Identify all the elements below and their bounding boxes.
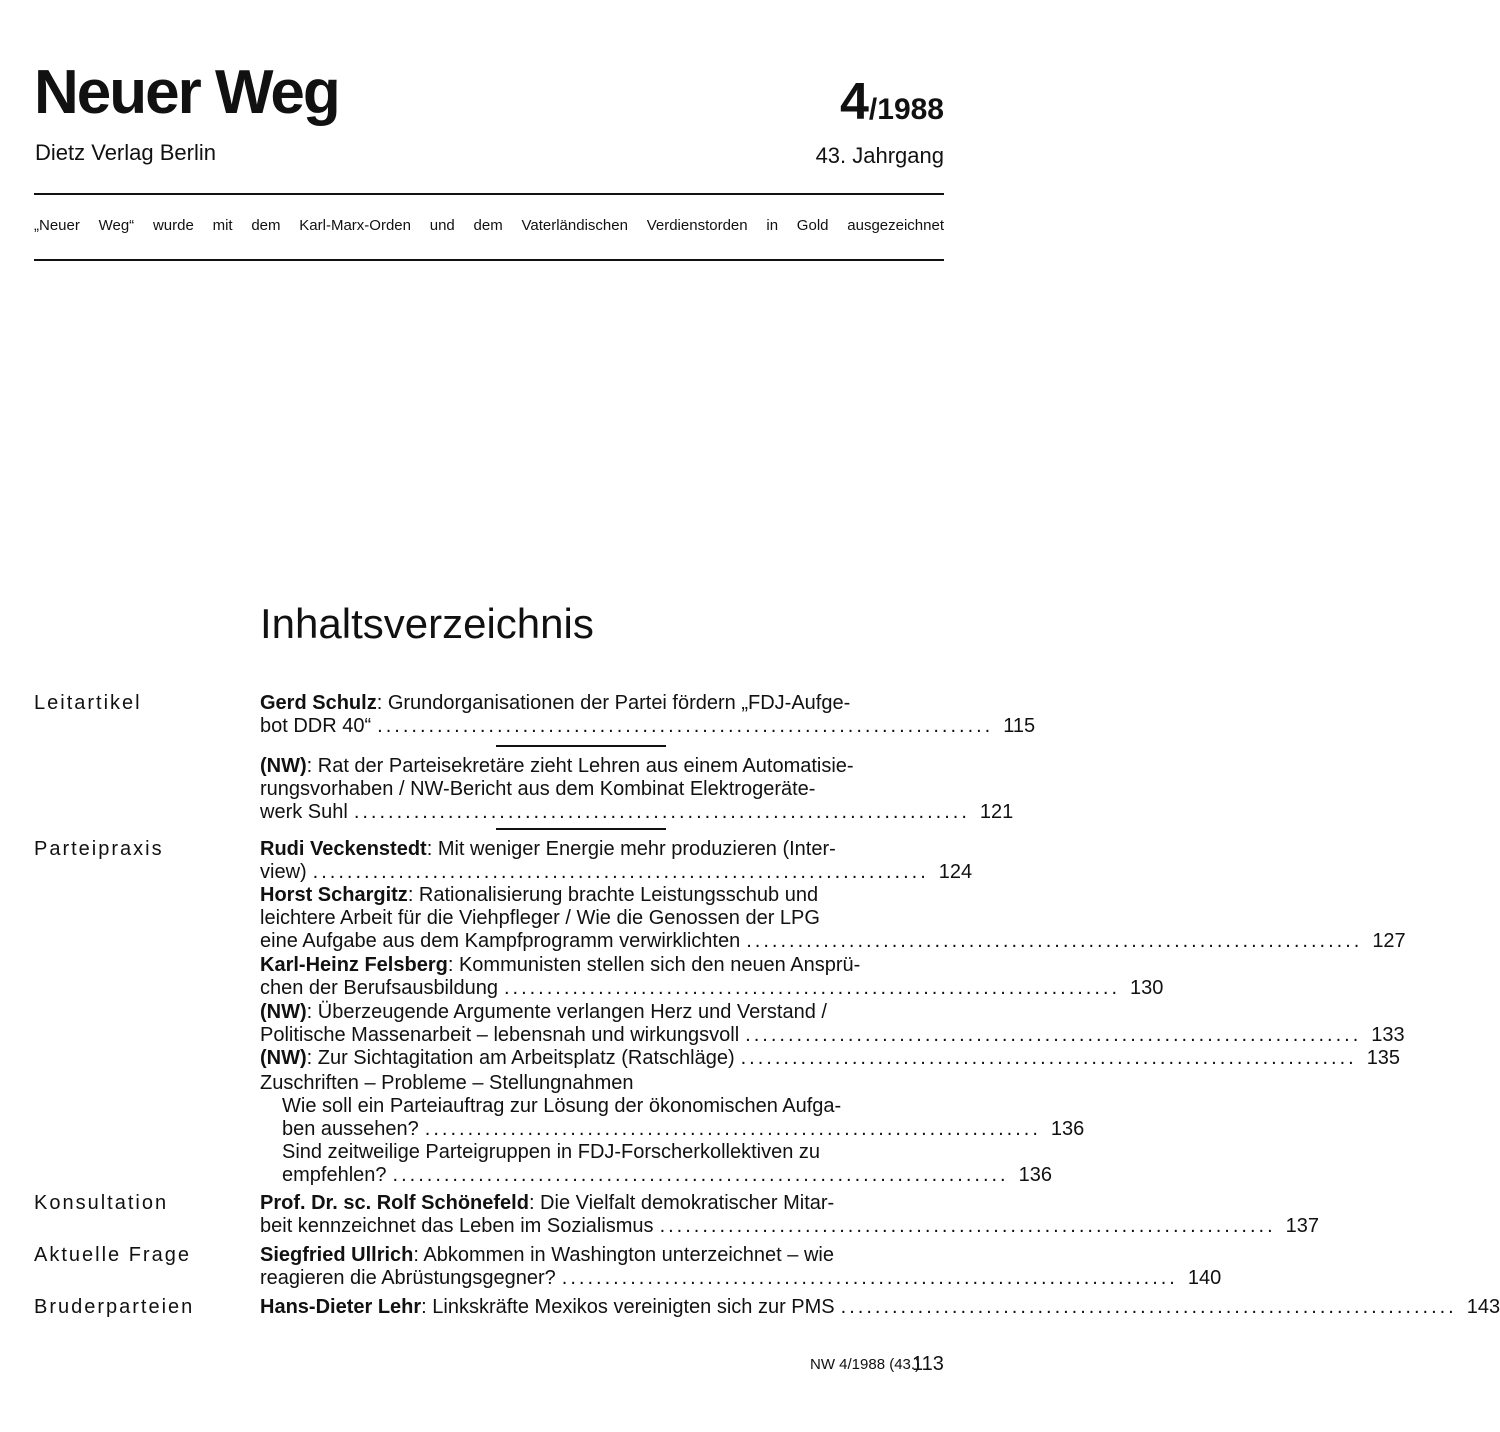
page-ref: 137 — [1285, 1215, 1320, 1237]
volume: 43. Jahrgang — [815, 143, 944, 168]
toc-entry[interactable]: (NW) : Zur Sichtagitation am Arbeitsplatz (Ratschläge) ........................................................................ 135 — [260, 1047, 1401, 1069]
issue-number: 4 — [840, 73, 869, 131]
toc-entry[interactable]: Rudi Veckenstedt : Mit weniger Energie mehr produzieren (Inter- view) ........................................................................ 124 — [260, 838, 973, 883]
page-ref: 115 — [1003, 715, 1036, 737]
page-ref: 136 — [1018, 1164, 1052, 1186]
page-ref: 140 — [1187, 1267, 1222, 1289]
toc-entry[interactable]: Prof. Dr. sc. Rolf Schönefeld : Die Vielfalt demokratischer Mitar- beit kennzeichnet das Leben im Sozialismus ........................................................................ 137 — [260, 1192, 1320, 1237]
publisher: Dietz Verlag Berlin — [35, 140, 216, 165]
section-parteipraxis: Parteipraxis — [34, 838, 164, 860]
page-ref: 143 — [1466, 1296, 1500, 1318]
toc-entry[interactable]: Gerd Schulz : Grundorganisationen der Partei fördern „FDJ-Aufge- bot DDR 40“ ........................................................................ 115 — [260, 692, 1036, 737]
entry-separator — [496, 828, 666, 830]
toc-entry[interactable]: Siegfried Ullrich : Abkommen in Washington unterzeichnet – wie reagieren die Abrüstungsgegner? ........................................................................ 140 — [260, 1244, 1222, 1289]
section-aktuelle-frage: Aktuelle Frage — [34, 1244, 191, 1266]
page-ref: 135 — [1366, 1047, 1401, 1069]
toc-subheading: Zuschriften – Probleme – Stellungnahmen — [260, 1072, 634, 1094]
page-ref: 127 — [1372, 930, 1406, 952]
toc-entry[interactable]: Horst Schargitz : Rationalisierung brachte Leistungsschub und leichtere Arbeit für die Viehpfleger / Wie die Genossen der LPG eine Aufgabe aus dem Kampfprogramm verwirklichten ........................................................................ 127 — [260, 884, 1406, 952]
page-ref: 130 — [1130, 977, 1164, 999]
page-ref: 121 — [979, 801, 1014, 823]
section-bruderparteien: Bruderparteien — [34, 1296, 195, 1318]
entry-separator — [496, 745, 666, 747]
footer-reference: NW 4/1988 (43.) — [810, 1356, 921, 1373]
magazine-title: Neuer Weg — [34, 58, 339, 127]
toc-entry[interactable]: Hans-Dieter Lehr : Linkskräfte Mexikos vereinigten sich zur PMS ........................................................................ 143 — [260, 1296, 1500, 1318]
toc-entry[interactable]: (NW) : Überzeugende Argumente verlangen Herz und Verstand / Politische Massenarbeit – lebensnah und wirkungsvoll ........................................................................ 133 — [260, 1001, 1405, 1046]
toc-title: Inhaltsverzeichnis — [260, 600, 594, 647]
toc-entry[interactable]: Sind zeitweilige Parteigruppen in FDJ-Forscherkollektiven zu empfehlen? ........................................................................ 136 — [282, 1141, 1052, 1186]
page-ref: 124 — [938, 861, 973, 883]
issue-label — [840, 73, 944, 131]
toc-entry[interactable]: Karl-Heinz Felsberg : Kommunisten stellen sich den neuen Ansprü- chen der Berufsausbildung ........................................................................ 130 — [260, 954, 1164, 999]
section-leitartikel: Leitartikel — [34, 692, 142, 714]
award-text: „Neuer Weg“ wurde mit dem Karl-Marx-Orden und dem Vaterländischen Verdienstorden in Gold ausgezeichnet — [34, 217, 944, 234]
page-ref: 133 — [1371, 1024, 1405, 1046]
toc-entry[interactable]: Wie soll ein Parteiauftrag zur Lösung der ökonomischen Aufga- ben aussehen? ........................................................................ 136 — [282, 1095, 1085, 1140]
footer-page-number: 113 — [912, 1353, 944, 1375]
header-rule-top — [34, 193, 944, 195]
section-konsultation: Konsultation — [34, 1192, 169, 1214]
toc-entry[interactable]: (NW) : Rat der Parteisekretäre zieht Lehren aus einem Automatisie- rungsvorhaben / NW-Bericht aus dem Kombinat Elektrogeräte- werk Suhl ........................................................................ 121 — [260, 755, 1014, 823]
issue-year: /1988 — [868, 93, 944, 126]
header-rule-bottom — [34, 259, 944, 261]
page-ref: 136 — [1050, 1118, 1085, 1140]
